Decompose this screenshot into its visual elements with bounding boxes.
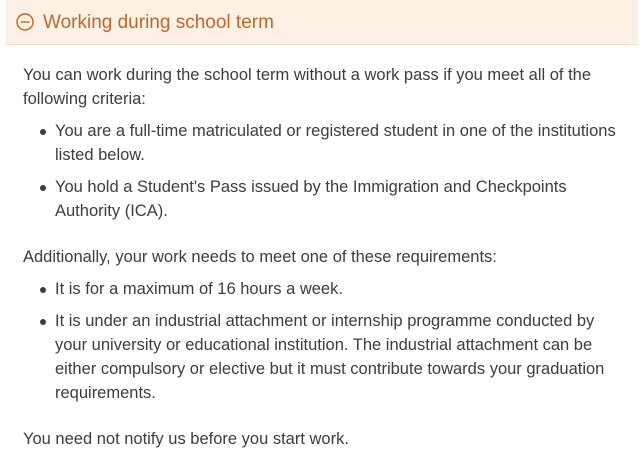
accordion-working-during-school-term bbox=[6, 0, 638, 473]
intro-paragraph: You can work during the school term without a work pass if you meet all of the following criteria: bbox=[23, 66, 592, 108]
accordion-title: Working during school term bbox=[43, 11, 274, 33]
criteria-item: You hold a Student's Pass issued by the Immigration and Checkpoints Authority (ICA). bbox=[55, 175, 618, 223]
criteria-item: You are a full-time matriculated or registered student in one of the institutions listed below. bbox=[55, 119, 618, 167]
requirement-item: It is under an industrial attachment or internship programme conducted by your university or educational institution. The industrial attachment can be either compulsory or elective but it must contribute towards your graduation requirements. bbox=[55, 309, 618, 405]
closing-paragraph: You need not notify us before you start work. bbox=[23, 430, 349, 448]
accordion-header[interactable] bbox=[6, 0, 638, 45]
requirement-item: It is for a maximum of 16 hours a week. bbox=[55, 277, 618, 301]
accordion-body bbox=[6, 45, 638, 451]
requirements-list bbox=[23, 277, 618, 405]
minus-circle-icon[interactable] bbox=[16, 13, 34, 31]
criteria-list bbox=[23, 119, 618, 223]
additional-paragraph: Additionally, your work needs to meet one of these requirements: bbox=[23, 248, 497, 266]
